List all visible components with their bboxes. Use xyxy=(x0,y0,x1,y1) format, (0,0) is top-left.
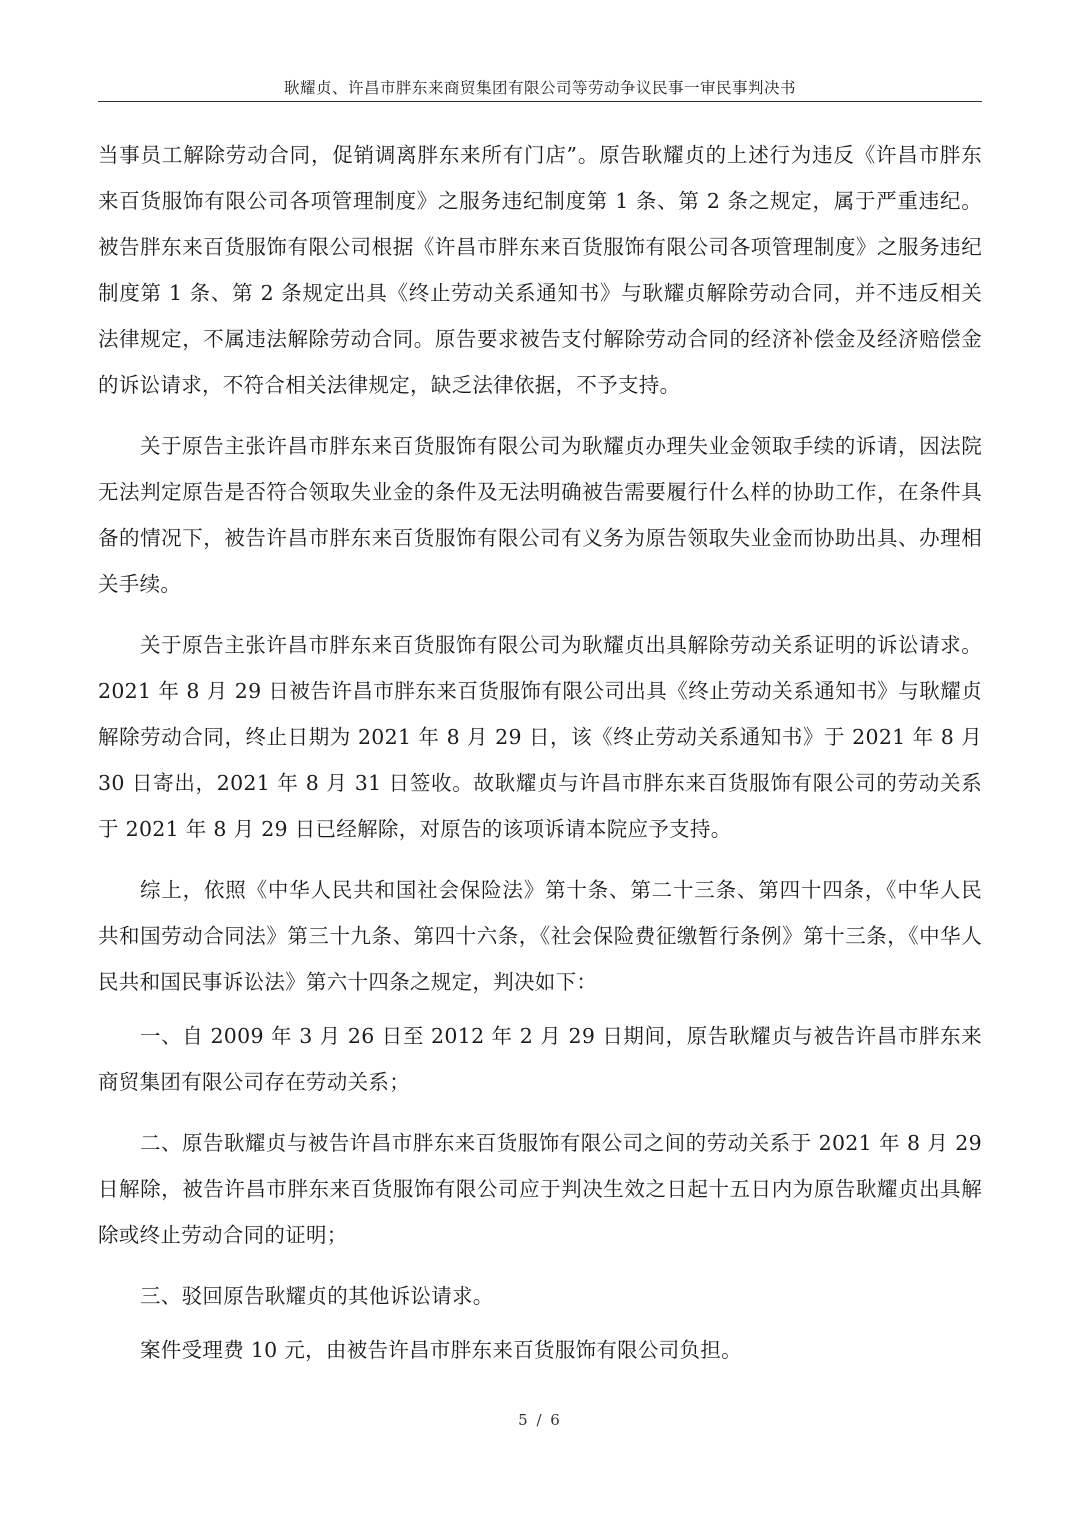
paragraph-violation-ruling: 当事员工解除劳动合同，促销调离胖东来所有门店”。原告耿耀贞的上述行为违反《许昌市胖东来百货服饰有限公司各项管理制度》之服务违纪制度第 1 条、第 2 条之规定，属于严重违纪。被告胖东来百货服饰有限公司根据《许昌市胖东来百货服饰有限公司各项管理制度》之服务违纪制度第 1 条、第 2 条规定出具《终止劳动关系通知书》与耿耀贞解除劳动合同，并不违反相关法律规定，不属违法解除劳动合同。原告要求被告支付解除劳动合同的经济补偿金及经济赔偿金的诉讼请求，不符合相关法律规定，缺乏法律依据，不予支持。 xyxy=(98,143,982,397)
judgment-item-2: 二、原告耿耀贞与被告许昌市胖东来百货服饰有限公司之间的劳动关系于 2021 年 8 月 29 日解除，被告许昌市胖东来百货服饰有限公司应于判决生效之日起十五日内为原告耿耀贞出具解除或终止劳动合同的证明； xyxy=(98,1131,982,1247)
paragraph-termination-certificate: 关于原告主张许昌市胖东来百货服饰有限公司为耿耀贞出具解除劳动关系证明的诉讼请求。2021 年 8 月 29 日被告许昌市胖东来百货服饰有限公司出具《终止劳动关系通知书》与耿耀贞解除劳动合同，终止日期为 2021 年 8 月 29 日，该《终止劳动关系通知书》于 2021 年 8 月 30 日寄出，2021 年 8 月 31 日签收。故耿耀贞与许昌市胖东来百货服饰有限公司的劳动关系于 2021 年 8 月 29 日已经解除，对原告的该项诉请本院应予支持。 xyxy=(98,633,982,841)
paragraph-legal-basis: 综上，依照《中华人民共和国社会保险法》第十条、第二十三条、第四十四条，《中华人民共和国劳动合同法》第三十九条、第四十六条，《社会保险费征缴暂行条例》第十三条，《中华人民共和国民事诉讼法》第六十四条之规定，判决如下： xyxy=(98,878,982,994)
page-number: 5 / 6 xyxy=(518,1411,562,1429)
case-fee-statement: 案件受理费 10 元，由被告许昌市胖东来百货服饰有限公司负担。 xyxy=(140,1338,742,1362)
judgment-item-3: 三、驳回原告耿耀贞的其他诉讼请求。 xyxy=(140,1284,494,1308)
document-body xyxy=(98,132,982,1373)
paragraph-unemployment-benefit: 关于原告主张许昌市胖东来百货服饰有限公司为耿耀贞办理失业金领取手续的诉请，因法院无法判定原告是否符合领取失业金的条件及无法明确被告需要履行什么样的协助工作，在条件具备的情况下，被告许昌市胖东来百货服饰有限公司有义务为原告领取失业金而协助出具、办理相关手续。 xyxy=(98,434,982,596)
document-header-title: 耿耀贞、许昌市胖东来商贸集团有限公司等劳动争议民事一审民事判决书 xyxy=(283,79,796,97)
judgment-item-1: 一、自 2009 年 3 月 26 日至 2012 年 2 月 29 日期间，原告耿耀贞与被告许昌市胖东来商贸集团有限公司存在劳动关系； xyxy=(98,1024,982,1094)
header-divider xyxy=(98,101,982,102)
